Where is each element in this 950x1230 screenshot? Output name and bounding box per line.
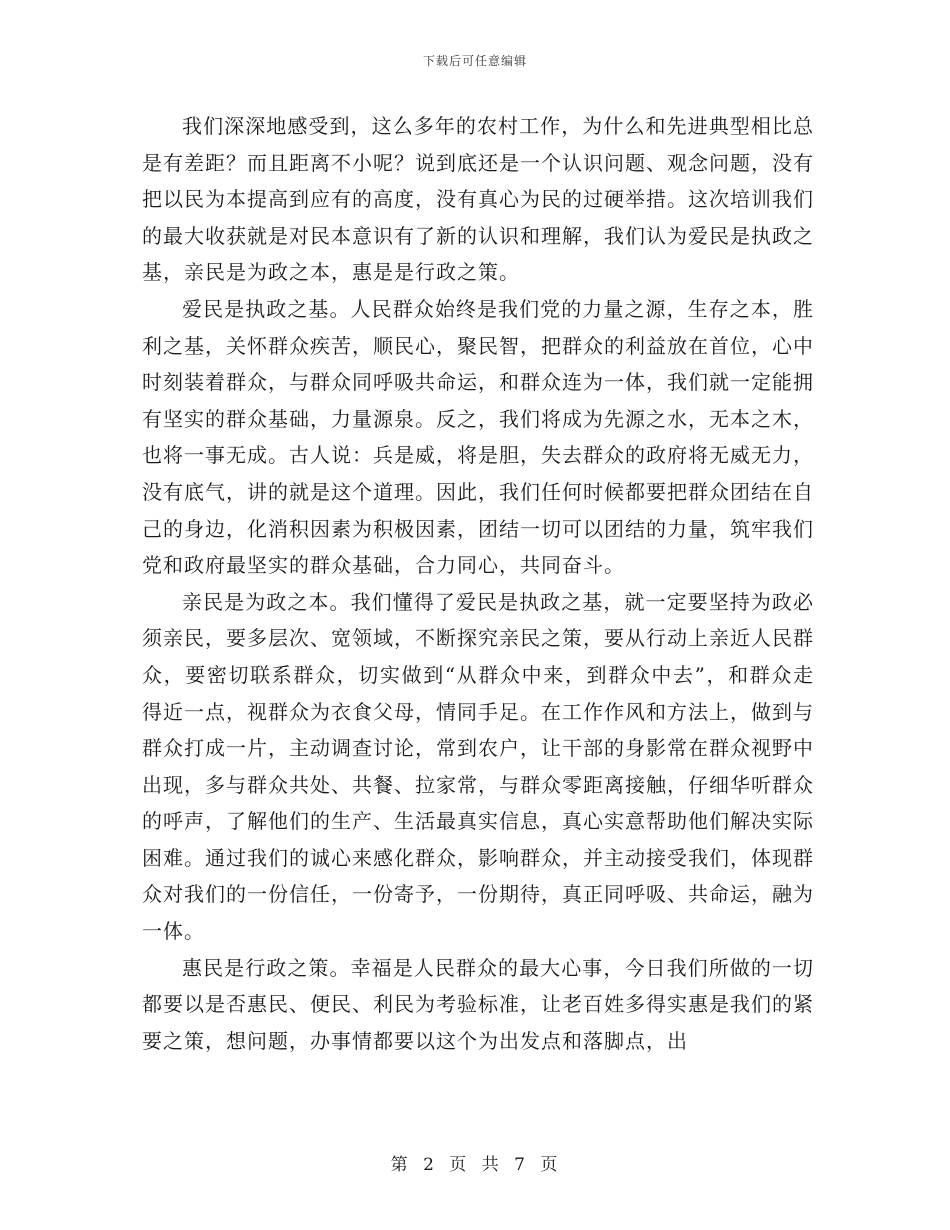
paragraph-3: 亲民是为政之本。我们懂得了爱民是执政之基，就一定要坚持为政必须亲民，要多层次、宽领域，不断探究亲民之策，要从行动上亲近人民群众，要密切联系群众，切实做到“从群众中来，到群众中去”，和群众走得近一点，视群众为衣食父母，情同手足。在工作作风和方法上，做到与群众打成一片，主动调查讨论，常到农户，让干部的身影常在群众视野中出现，多与群众共处、共餐、拉家常，与群众零距离接触，仔细华听群众的呼声，了解他们的生产、生活最真实信息，真心实意帮助他们解决实际困难。通过我们的诚心来感化群众，影响群众，并主动接受我们，体现群众对我们的一份信任，一份寄予，一份期待，真正同呼吸、共命运，融为一体。 — [142, 589, 814, 944]
footer-total-label: 共 — [481, 1155, 501, 1175]
footer-prefix: 第 — [390, 1155, 410, 1175]
document-body — [142, 108, 814, 1059]
paragraph-4: 惠民是行政之策。幸福是人民群众的最大心事，今日我们所做的一切都要以是否惠民、便民、利民为考验标准，让老百姓多得实惠是我们的紧要之策，想问题，办事情都要以这个为出发点和落脚点，出 — [142, 955, 814, 1053]
page-footer — [0, 1150, 950, 1175]
footer-current-page: 2 — [423, 1155, 436, 1175]
footer-suffix: 页 — [540, 1155, 560, 1175]
header-note: 下载后可任意编辑 — [422, 54, 527, 68]
footer-page-label: 页 — [449, 1155, 469, 1175]
paragraph-1: 我们深深地感受到，这么多年的农村工作，为什么和先进典型相比总是有差距？而且距离不小呢？说到底还是一个认识问题、观念问题，没有把以民为本提高到应有的高度，没有真心为民的过硬举措。这次培训我们的最大收获就是对民本意识有了新的认识和理解，我们认为爱民是执政之基，亲民是为政之本，惠是是行政之策。 — [142, 114, 814, 285]
footer-total-pages: 7 — [514, 1155, 527, 1175]
paragraph-2: 爱民是执政之基。人民群众始终是我们党的力量之源，生存之本，胜利之基，关怀群众疾苦，顺民心，聚民智，把群众的利益放在首位，心中时刻装着群众，与群众同呼吸共命运，和群众连为一体，我们就一定能拥有坚实的群众基础，力量源泉。反之，我们将成为先源之水，无本之木，也将一事无成。古人说：兵是威，将是胆，失去群众的政府将无威无力，没有底气，讲的就是这个道理。因此，我们任何时候都要把群众团结在自己的身边，化消积因素为积极因素，团结一切可以团结的力量，筑牢我们党和政府最坚实的群众基础，合力同心，共同奋斗。 — [142, 296, 814, 578]
